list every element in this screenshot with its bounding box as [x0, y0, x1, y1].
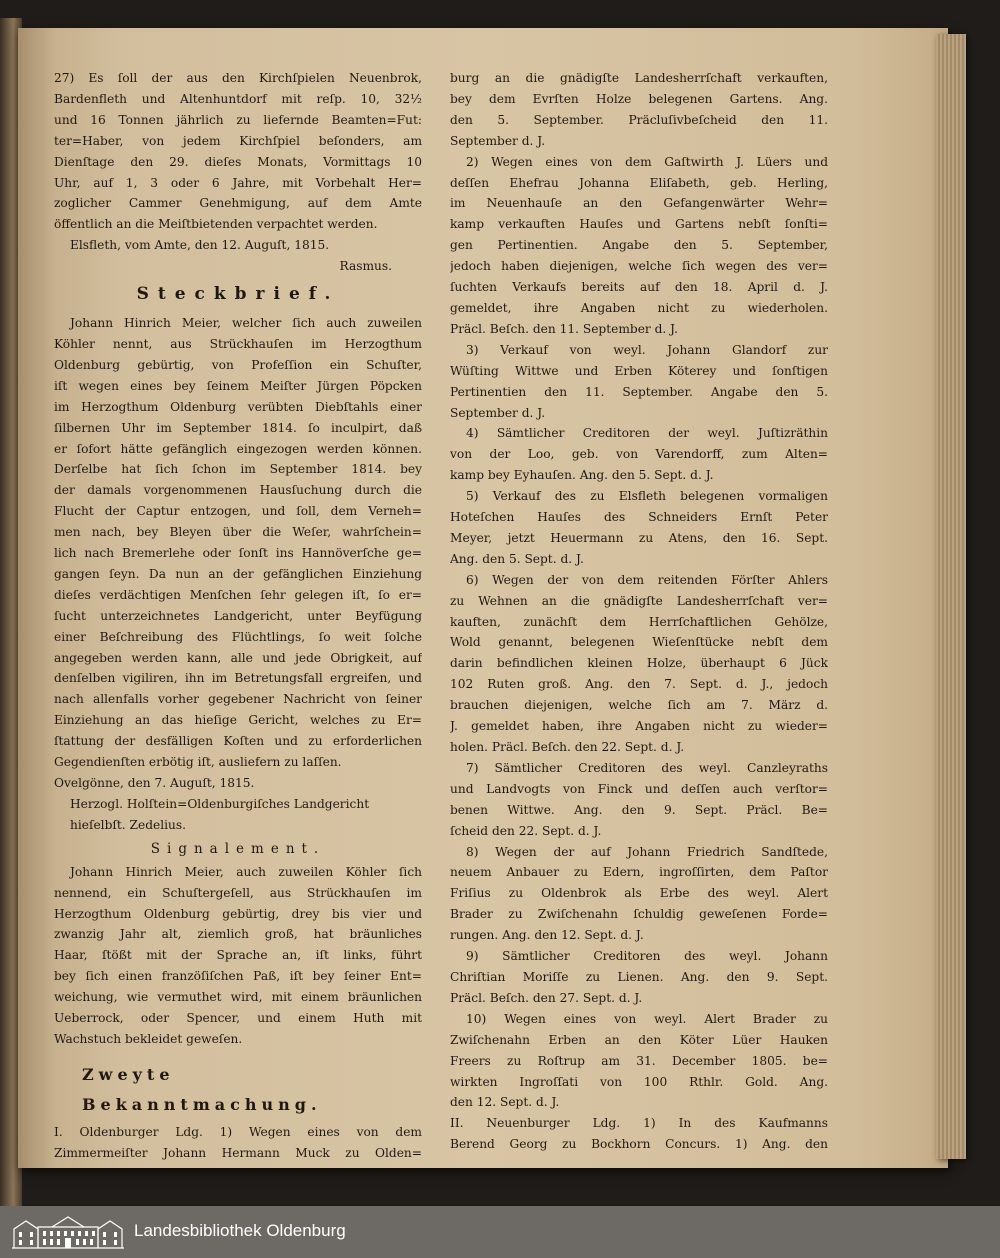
text-line: Zimmermeiſter Johann Hermann Muck zu Olden= [54, 1145, 422, 1160]
text-line: Einziehung an das hieſige Gericht, welches zu Er= [54, 713, 422, 728]
footer-bar [0, 1206, 1000, 1258]
text-line: Dienſtage den 29. dieſes Monats, Vormittags 10 [54, 154, 422, 169]
text-line: J. gemeldet haben, ihre Angaben nicht zu wieder= [450, 719, 828, 734]
text-line: ſcheid den 22. Sept. d. J. [450, 823, 602, 838]
text-line: nennend, ein Schuſtergeſell, aus Strückhauſen im [54, 885, 422, 900]
text-line: 5) Verkauf des zu Elsfleth belegenen vormaligen [466, 489, 828, 504]
text-line: holen. Präcl. Beſch. den 22. Sept. d. J. [450, 740, 685, 754]
text-line: 8) Wegen der auf Johann Friedrich Sandſtede, [466, 844, 828, 859]
text-line: weichung, wie vermuthet wird, mit einem bräunlichen [54, 990, 422, 1005]
text-line: Derſelbe hat ſich ſchon im September 1814. bey [54, 462, 422, 477]
text-line: im Herzogthum Oldenburg verübten Diebſtahls einer [54, 399, 422, 414]
text-line: Wold genannt, belegenen Wieſenſtücke nebſt dem [450, 635, 828, 650]
text-line: 102 Ruten groß. Ang. den 7. Sept. d. J., jedoch [450, 677, 828, 692]
text-line: kamp verkauften Hauſes und Gartens nebſt ſonſti= [450, 217, 828, 232]
right-text-column [450, 68, 828, 1155]
text-line: Flucht der Captur entzogen, und ſoll, dem Verneh= [54, 504, 422, 519]
text-line: Köhler nennt, aus Strückhauſen im Herzogthum [54, 336, 422, 351]
text-line: und Landvogts von Finck und deſſen auch verſtor= [450, 781, 828, 796]
text-line: 7) Sämtlicher Creditoren des weyl. Canzleyraths [466, 760, 828, 775]
text-line: Meyer, jetzt Heuermann zu Atens, den 16. Sept. [450, 530, 828, 545]
text-line: Berend Georg zu Bockhorn Concurs. 1) Ang. den [450, 1137, 828, 1152]
text-line: Hoteſchen Hauſes des Schneiders Ernſt Peter [450, 510, 828, 525]
text-line: 6) Wegen der von dem reitenden Förſter Ahlers [466, 572, 828, 587]
text-line: men nach, bey Bleyen über die Weſer, wahrſchein= [54, 525, 422, 540]
text-line: ſilbernen Uhr im September 1814. ſo inculpirt, daß [54, 420, 422, 435]
section-heading: Steckbrief. [136, 284, 340, 305]
library-building-icon [12, 1215, 124, 1249]
text-line: ſtattung der desfälligen Koſten und zu erforderlichen [54, 734, 422, 749]
text-line: einer Beſchreibung des Flüchtlings, ſo weit ſolche [54, 629, 422, 644]
text-line: Johann Hinrich Meier, welcher ſich auch zuweilen [70, 316, 422, 331]
left-text-column [54, 68, 422, 1164]
text-line: 9) Sämtlicher Creditoren des weyl. Johann [466, 949, 828, 964]
text-line: 3) Verkauf von weyl. Johann Glandorf zur [466, 342, 828, 357]
text-line: Uhr, auf 1, 3 oder 6 Jahre, mit Vorbehalt Her= [54, 175, 422, 190]
text-line: der damals vorgenommenen Hausſuchung durch die [54, 483, 422, 498]
text-line: 10) Wegen eines von weyl. Alert Brader zu [466, 1011, 828, 1026]
text-line: I. Oldenburger Ldg. 1) Wegen eines von dem [54, 1124, 422, 1139]
text-line: Bardenfleth und Altenhuntdorf mit reſp. 10, 32½ [54, 91, 422, 106]
text-line: kauften, zunächſt dem Herrſchaftlichen Gehölze, [450, 614, 828, 629]
text-line: Wachstuch bekleidet geweſen. [54, 1031, 243, 1046]
text-line: und 16 Tonnen jährlich zu liefernde Beamten=Fut: [54, 112, 422, 127]
text-line: dieſes verdächtigen Menſchen ſehr gelegen iſt, ſo er= [54, 587, 422, 602]
text-line: Präcl. Beſch. den 27. Sept. d. J. [450, 990, 643, 1005]
text-line: Ovelgönne, den 7. Auguſt, 1815. [54, 776, 255, 790]
text-line: benen Wittwe. Ang. den 9. Sept. Präcl. Be= [450, 802, 828, 817]
text-line: jedoch haben diejenigen, welche ſich wegen des ver= [450, 259, 828, 274]
text-line: Präcl. Beſch. den 11. September d. J. [450, 321, 678, 336]
text-line: den 5. September. Präcluſivbeſcheid den 11. [450, 112, 828, 127]
text-line: II. Neuenburger Ldg. 1) In des Kaufmanns [450, 1116, 828, 1131]
text-line: Johann Hinrich Meier, auch zuweilen Köhler ſich [70, 864, 422, 879]
text-line: brauchen diejenigen, welche ſich am 7. März d. [450, 698, 828, 713]
text-line: ſucht unterzeichnetes Landgericht, unter Beyfügung [54, 608, 422, 623]
text-line: Freers zu Roſtrup am 31. December 1805. be= [450, 1053, 828, 1068]
text-line: nach allenfalls vorher gegebener Nachricht von ſeiner [54, 692, 422, 707]
text-line: zwanzig Jahr alt, ziemlich groß, hat bräunliches [54, 927, 422, 942]
text-line: Pertinentien den 11. September. Angabe den 5. [450, 384, 828, 399]
text-line: Herzogl. Holſtein=Oldenburgiſches Landgericht [70, 796, 370, 811]
text-line: neuem Anbauer zu Edern, ingroſſirten, dem Paſtor [450, 865, 828, 880]
text-line: bey dem Evrſten Holze belegenen Gartens. Ang. [450, 91, 828, 106]
text-line: Rasmus. [339, 259, 392, 274]
text-line: angegeben werden kann, alle und jede Obrigkeit, auf [54, 650, 422, 665]
text-line: lich nach Bremerlehe oder ſonſt ins Hannöverſche ge= [54, 546, 422, 561]
text-line: 2) Wegen eines von dem Gaſtwirth J. Lüers und [466, 154, 828, 169]
text-line: er ſofort hätte gefänglich eingezogen werden können. [54, 441, 422, 456]
text-line: denſelben vigiliren, ihn im Betretungsfall ergreifen, und [54, 671, 422, 686]
text-line: zu Wehnen an die gnädigſte Landesherrſchaft ver= [450, 593, 828, 608]
section-heading: Zweyte Bekanntmachung. [82, 1064, 322, 1114]
text-line: Zwiſchenahn Erben an den Köter Lüer Hauken [450, 1032, 828, 1047]
text-line: 27) Es ſoll der aus den Kirchſpielen Neuenbrok, [54, 71, 422, 85]
text-line: Friſius zu Oldenbrok als Erbe des weyl. Alert [450, 886, 828, 901]
text-line: iſt wegen eines bey ſeinem Meiſter Jürgen Pöpcken [54, 378, 422, 393]
text-line: zoglicher Cammer Genehmigung, auf dem Amte [54, 196, 422, 211]
page-stack-edge [936, 34, 966, 1159]
text-line: September d. J. [450, 405, 546, 420]
text-line: rungen. Ang. den 12. Sept. d. J. [450, 928, 644, 943]
text-line: im Neuenhauſe an den Gefangenwärter Wehr= [450, 196, 828, 211]
text-line: Brader zu Zwiſchenahn ſchuldig geweſenen Forde= [450, 907, 828, 922]
text-line: Ueberrock, oder Spencer, und einem Huth mit [54, 1011, 422, 1026]
text-line: hieſelbſt. Zedelius. [70, 817, 187, 832]
text-line: Oldenburg gebürtig, von Profeſſion ein Schuſter, [54, 357, 422, 372]
text-line: gen Pertinentien. Angabe den 5. September, [450, 238, 828, 253]
text-line: den 12. Sept. d. J. [450, 1095, 560, 1110]
text-line: von der Loo, geb. von Varendorff, zum Alten= [450, 447, 828, 462]
text-line: öffentlich an die Meiſtbietenden verpachtet werden. [54, 217, 378, 232]
library-name: Landesbibliothek Oldenburg [134, 1221, 346, 1240]
text-line: 4) Sämtlicher Creditoren der weyl. Juſtizräthin [466, 426, 828, 441]
text-line: deſſen Ehefrau Johanna Eliſabeth, geb. Herling, [450, 175, 828, 190]
text-line: Gegendienſten erbötig iſt, ausliefern zu laſſen. [54, 755, 342, 770]
text-line: Herzogthum Oldenburg gebürtig, drey bis vier und [54, 906, 422, 921]
text-line: burg an die gnädigſte Landesherrſchaft verkauften, [450, 71, 828, 85]
text-line: gangen ſeyn. Da nun an der gefänglichen Einziehung [54, 566, 422, 581]
text-line: bey ſich einen franzöſiſchen Paß, iſt bey ſeiner Ent= [54, 969, 422, 984]
text-line: kamp bey Eyhauſen. Ang. den 5. Sept. d. J. [450, 468, 714, 483]
text-line: ſuchten Verkaufs bereits auf den 18. April d. J. [450, 280, 828, 295]
text-line: Elsfleth, vom Amte, den 12. Auguſt, 1815. [70, 238, 330, 253]
text-line: Wüſting Wittwe und Erben Köterey und ſonſtigen [450, 363, 828, 378]
text-line: Chriſtian Moriſſe zu Lienen. Ang. den 9. Sept. [450, 969, 828, 984]
text-line: gemeldet, ihre Angaben nicht zu wiederholen. [450, 300, 828, 315]
text-line: darin befindlichen kleinen Holze, überhaupt 6 Jück [450, 656, 828, 671]
section-subheading: Signalement. [150, 840, 326, 857]
text-line: ter=Haber, von jedem Kirchſpiel beſonders, am [54, 133, 422, 148]
text-line: wirkten Ingroſſati von 100 Rthlr. Gold. Ang. [450, 1074, 828, 1089]
text-line: Ang. den 5. Sept. d. J. [450, 551, 584, 566]
text-line: September d. J. [450, 133, 546, 148]
text-line: Haar, ſtößt mit der Sprache an, iſt links, führt [54, 948, 422, 963]
